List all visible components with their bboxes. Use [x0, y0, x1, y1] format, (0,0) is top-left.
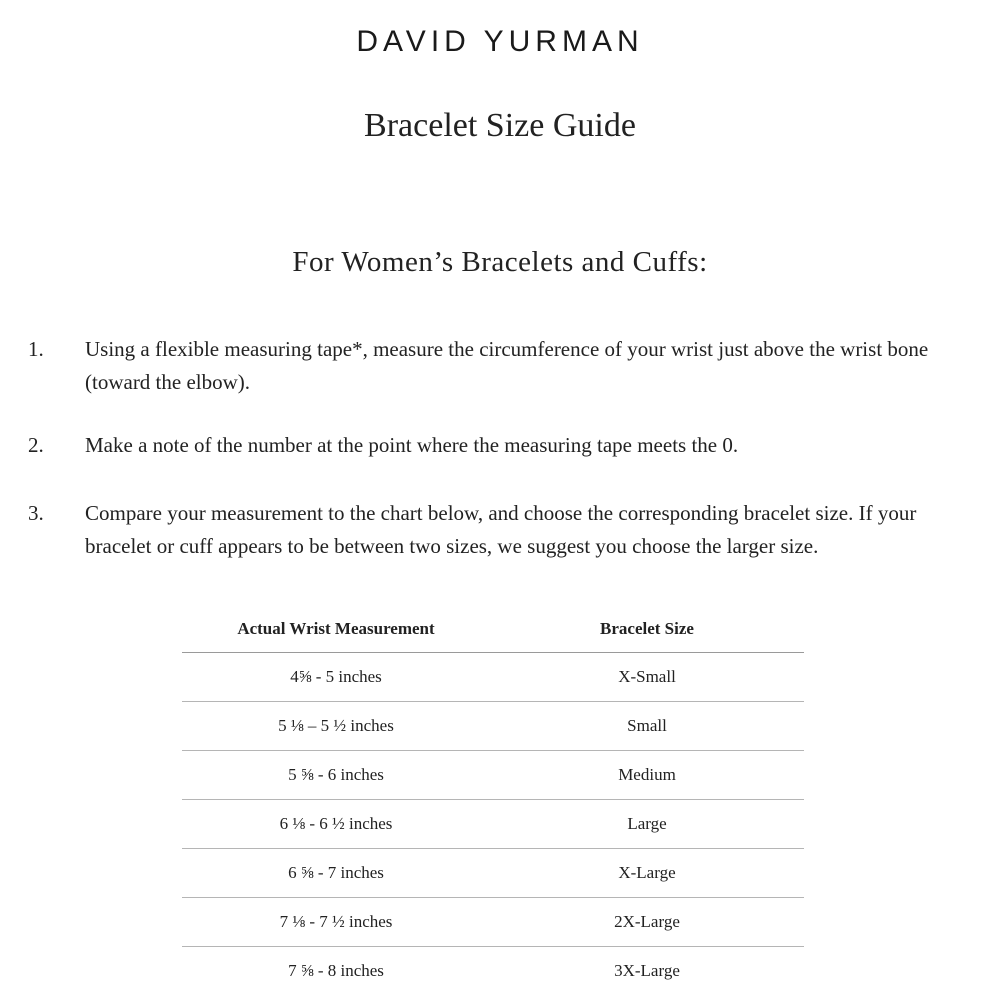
wrist-measurement-cell: 4⅝ - 5 inches: [182, 653, 490, 702]
table-row: [182, 702, 804, 751]
step-text: Make a note of the number at the point where the measuring tape meets the 0.: [85, 433, 739, 457]
wrist-measurement-cell: 5 ⅛ – 5 ½ inches: [182, 702, 490, 751]
wrist-measurement-cell: 7 ⅝ - 8 inches: [288, 961, 384, 980]
instruction-step-1: [28, 333, 978, 399]
table-row: [182, 751, 804, 800]
bracelet-size-cell: Large: [490, 800, 804, 849]
step-text: Compare your measurement to the chart below, and choose the corresponding bracelet size. If your bracelet or cuff appears to be between two sizes, we suggest you choose the larger size.: [85, 501, 917, 558]
brand-logo: DAVID YURMAN: [356, 25, 644, 58]
table-row: [182, 800, 804, 849]
table-row: [182, 947, 804, 996]
wrist-measurement-cell: 5 ⅝ - 6 inches: [182, 751, 490, 800]
step-number: 2.: [28, 433, 44, 457]
bracelet-size-cell: 2X-Large: [490, 898, 804, 947]
bracelet-size-cell: X-Small: [490, 653, 804, 702]
table-row: [182, 653, 804, 702]
bracelet-size-cell: Medium: [490, 751, 804, 800]
wrist-measurement-cell: 7 ⅛ - 7 ½ inches: [182, 898, 490, 947]
wrist-measurement-cell: 6 ⅝ - 7 inches: [182, 849, 490, 898]
bracelet-size-cell: Small: [490, 702, 804, 751]
step-number: 3.: [28, 501, 44, 525]
section-subtitle: For Women’s Bracelets and Cuffs:: [292, 246, 708, 278]
step-text: Using a flexible measuring tape*, measure the circumference of your wrist just above the wrist bone (toward the elbow).: [85, 337, 929, 394]
page-title: Bracelet Size Guide: [364, 107, 636, 144]
wrist-measurement-cell: 6 ⅛ - 6 ½ inches: [182, 800, 490, 849]
table-row: [182, 849, 804, 898]
table-header-row: [182, 606, 804, 653]
size-chart-table: [182, 606, 804, 995]
bracelet-size-cell: X-Large: [490, 849, 804, 898]
column-header-size: Bracelet Size: [490, 606, 804, 653]
column-header-wrist: Actual Wrist Measurement: [182, 606, 490, 653]
bracelet-size-cell: 3X-Large: [614, 961, 680, 980]
step-number: 1.: [28, 337, 44, 361]
table-row: [182, 898, 804, 947]
instruction-step-3: [28, 497, 978, 563]
instruction-step-2: [28, 429, 978, 462]
